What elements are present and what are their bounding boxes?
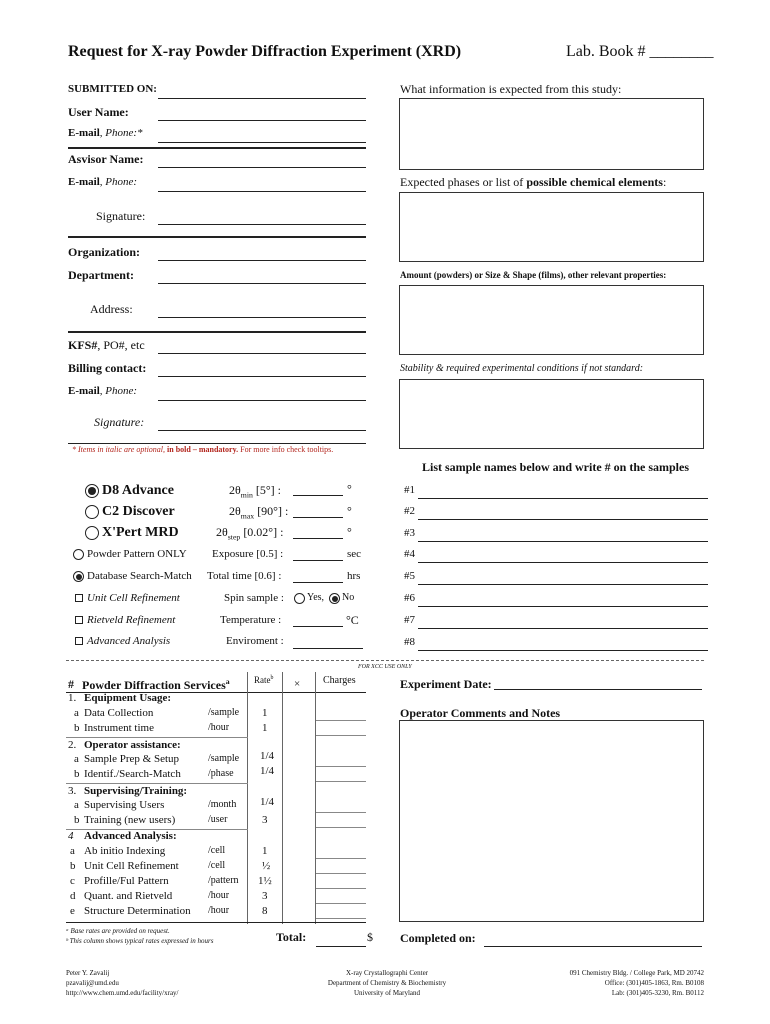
service-charge-field[interactable]	[316, 918, 366, 919]
service-rate: 3	[262, 890, 268, 902]
group-divider	[66, 783, 248, 784]
service-unit: /cell	[208, 860, 226, 871]
services-header-hash: #	[68, 677, 74, 691]
d8-advance-radio[interactable]	[85, 484, 99, 498]
footnote-a: ᵃ Base rates are provided on request.	[66, 927, 170, 935]
sample-number: #5	[404, 570, 415, 582]
kfs-label: KFS#, PO#, etc	[68, 338, 145, 352]
submitted-on-field[interactable]	[158, 98, 366, 99]
group-divider	[66, 737, 248, 738]
service-group-title: Advanced Analysis:	[84, 830, 177, 842]
temperature-field[interactable]	[293, 626, 343, 627]
experiment-date-field[interactable]	[494, 689, 702, 690]
service-unit: /sample	[208, 753, 240, 764]
table-column-separator	[247, 672, 248, 924]
c2-discover-label: C2 Discover	[102, 504, 175, 519]
total-label: Total:	[276, 930, 307, 944]
sample-name-field[interactable]	[418, 584, 708, 585]
unit-cell-checkbox[interactable]	[75, 594, 83, 602]
amount-label: Amount (powders) or Size & Shape (films), other relevant properties:	[400, 270, 667, 280]
user-name-label: User Name:	[68, 105, 129, 119]
organization-field[interactable]	[158, 260, 366, 261]
service-letter: d	[70, 890, 76, 902]
service-charge-field[interactable]	[316, 827, 366, 828]
temperature-label: Temperature :	[220, 614, 282, 626]
service-rate: 1	[262, 722, 268, 734]
footer-contact-email[interactable]: pzavalij@umd.edu	[66, 979, 119, 987]
page-title: Request for X-ray Powder Diffraction Experiment (XRD)	[68, 43, 462, 60]
service-letter: a	[74, 753, 79, 765]
service-letter: b	[74, 814, 80, 826]
footer-contact-url[interactable]: http://www.chem.umd.edu/facility/xray/	[66, 989, 179, 997]
total-time-label: Total time [0.6] :	[207, 570, 282, 582]
environment-field[interactable]	[293, 648, 363, 649]
samples-title: List sample names below and write # on the samples	[422, 460, 690, 474]
service-rate: 1½	[258, 875, 272, 887]
service-letter: a	[74, 707, 79, 719]
footer-lab-phone: Lab: (301)405-3230, Rm. B0112	[611, 989, 704, 997]
sample-name-field[interactable]	[418, 541, 708, 542]
theta-step-unit: °	[347, 525, 352, 539]
service-unit: /pattern	[208, 875, 239, 886]
service-group-title: Operator assistance:	[84, 739, 181, 751]
user-name-field[interactable]	[158, 120, 366, 121]
footer-center-dept: Department of Chemistry & Biochemistry	[327, 979, 447, 987]
sample-name-field[interactable]	[418, 498, 708, 499]
sample-name-field[interactable]	[418, 562, 708, 563]
phases-label: Expected phases or list of possible chemical elements:	[400, 175, 667, 189]
service-letter: b	[74, 768, 80, 780]
table-column-separator	[282, 672, 283, 924]
theta-max-unit: °	[347, 504, 352, 518]
service-group-number: 2.	[68, 739, 77, 751]
service-charge-field[interactable]	[316, 812, 366, 813]
service-name: Data Collection	[84, 707, 154, 719]
sample-name-field[interactable]	[418, 628, 708, 629]
service-unit: /hour	[208, 722, 230, 733]
service-group-title: Equipment Usage:	[84, 692, 172, 704]
user-contact-field[interactable]	[158, 142, 366, 143]
service-letter: e	[70, 905, 75, 917]
office-use-label: FOR XCC USE ONLY	[358, 664, 412, 670]
service-charge-field[interactable]	[316, 873, 366, 874]
temperature-unit: °C	[346, 613, 359, 627]
total-time-unit: hrs	[347, 570, 361, 582]
sample-number: #2	[404, 505, 415, 517]
organization-label: Organization:	[68, 245, 140, 259]
operator-comments-box[interactable]	[399, 720, 704, 922]
advisor-name-field[interactable]	[158, 167, 366, 168]
environment-label: Enviroment :	[226, 635, 284, 647]
theta-max-field[interactable]	[293, 517, 343, 518]
theta-max-label: $2\theta_{max}$ [90°] :	[229, 504, 289, 521]
footer-center-name: X-ray Crystallographi Center	[345, 969, 429, 977]
d8-advance-label: D8 Advance	[102, 483, 174, 498]
billing-contact-label: Billing contact:	[68, 361, 147, 375]
amount-box[interactable]	[399, 285, 704, 355]
service-rate: 8	[262, 905, 268, 917]
phases-box[interactable]	[399, 192, 704, 262]
service-unit: /hour	[208, 890, 230, 901]
theta-step-field[interactable]	[293, 538, 343, 539]
service-name: Profille/Ful Pattern	[84, 875, 169, 887]
stability-box[interactable]	[399, 379, 704, 449]
total-time-field[interactable]	[293, 582, 343, 583]
billing-signature-label: Signature:	[94, 415, 145, 429]
theta-min-unit: °	[347, 482, 352, 496]
completed-on-label: Completed on:	[400, 931, 476, 945]
spin-no-label: No	[342, 592, 355, 603]
service-letter: b	[74, 722, 80, 734]
sample-number: #8	[404, 636, 415, 648]
rietveld-label: Rietveld Refinement	[87, 614, 176, 626]
service-unit: /hour	[208, 905, 230, 916]
service-group-number: 4	[68, 830, 74, 842]
service-name: Quant. and Rietveld	[84, 890, 173, 902]
study-question-label: What information is expected from this study:	[400, 82, 622, 96]
service-rate: 1/4	[260, 750, 275, 762]
service-unit: /phase	[208, 768, 234, 779]
service-group-number: 1.	[68, 692, 77, 704]
table-column-separator	[315, 672, 316, 924]
operator-comments-label: Operator Comments and Notes	[400, 706, 561, 720]
service-group-title: Supervising/Training:	[84, 785, 188, 797]
service-name: Sample Prep & Setup	[84, 753, 180, 765]
service-name: Unit Cell Refinement	[84, 860, 179, 872]
services-header-charges: Charges	[323, 675, 356, 686]
footer-address: 091 Chemistry Bldg. / College Park, MD 20742	[569, 969, 704, 977]
service-name: Supervising Users	[84, 799, 165, 811]
service-charge-field[interactable]	[316, 766, 366, 767]
advisor-contact-label: E-mail, Phone:	[68, 176, 138, 188]
service-name: Ab initio Indexing	[84, 845, 166, 857]
sample-name-field[interactable]	[418, 519, 708, 520]
sample-name-field[interactable]	[418, 650, 708, 651]
service-rate: 1/4	[260, 796, 275, 808]
service-unit: /user	[208, 814, 228, 825]
database-search-radio[interactable]	[73, 571, 84, 582]
spin-sample-label: Spin sample :	[224, 592, 284, 604]
xpert-mrd-radio[interactable]	[85, 526, 99, 540]
rietveld-checkbox[interactable]	[75, 616, 83, 624]
address-field[interactable]	[158, 317, 366, 318]
service-name: Training (new users)	[84, 814, 176, 826]
kfs-field[interactable]	[158, 353, 366, 354]
theta-step-label: $2\theta_{step}$ [0.02°] :	[216, 525, 284, 542]
lab-book-number: Lab. Book # ________	[566, 43, 714, 60]
section-divider	[68, 443, 366, 444]
service-name: Structure Determination	[84, 905, 191, 917]
stability-label: Stability & required experimental conditions if not standard:	[400, 363, 644, 374]
department-label: Department:	[68, 268, 134, 282]
exposure-label: Exposure [0.5] :	[212, 548, 284, 560]
service-charge-field[interactable]	[316, 903, 366, 904]
billing-email-field[interactable]	[158, 400, 366, 401]
spin-no-radio[interactable]	[329, 593, 340, 604]
services-header-times: ×	[294, 678, 301, 690]
department-field[interactable]	[158, 283, 366, 284]
sample-name-field[interactable]	[418, 606, 708, 607]
advanced-analysis-checkbox[interactable]	[75, 637, 83, 645]
service-letter: a	[74, 799, 79, 811]
service-charge-field[interactable]	[316, 781, 366, 782]
service-letter: c	[70, 875, 75, 887]
theta-min-label: $2\theta_{min}$ [5°] :	[229, 483, 282, 500]
powder-pattern-radio[interactable]	[73, 549, 84, 560]
service-charge-field[interactable]	[316, 735, 366, 736]
service-rate: 3	[262, 814, 268, 826]
completed-on-field[interactable]	[484, 946, 702, 947]
legend-note: * Items in italic are optional, in bold – mandatory. For more info check tooltips.	[72, 445, 334, 454]
theta-min-field[interactable]	[293, 495, 343, 496]
sample-number: #6	[404, 592, 415, 604]
advisor-signature-label: Signature:	[96, 209, 146, 223]
service-name: Identif./Search-Match	[84, 768, 181, 780]
sample-number: #3	[404, 527, 415, 539]
sample-number: #4	[404, 548, 415, 560]
footer-contact-name: Peter Y. Zavalij	[66, 969, 110, 977]
database-search-label: Database Search-Match	[87, 570, 192, 582]
advanced-analysis-label: Advanced Analysis	[87, 635, 171, 647]
sample-number: #1	[404, 484, 415, 496]
services-header-rate: Rate$^b$	[254, 675, 274, 685]
service-letter: b	[70, 860, 76, 872]
address-label: Address:	[90, 302, 133, 316]
xpert-mrd-label: X'Pert MRD	[102, 525, 179, 540]
service-group-number: 3.	[68, 785, 77, 797]
office-use-divider	[66, 660, 704, 661]
billing-email-label: E-mail, Phone:	[68, 385, 138, 397]
footer-office-phone: Office: (301)405-1863, Rm. B0108	[604, 979, 704, 987]
service-unit: /cell	[208, 845, 226, 856]
c2-discover-radio[interactable]	[85, 505, 99, 519]
powder-pattern-label: Powder Pattern ONLY	[87, 548, 187, 560]
section-divider	[68, 147, 366, 149]
services-header-name: Powder Diffraction Services$^a$	[82, 677, 230, 692]
exposure-unit: sec	[347, 548, 362, 560]
service-rate: ½	[262, 860, 271, 872]
footnote-b: ᵇ This column shows typical rates expressed in hours	[66, 937, 214, 945]
spin-yes-radio[interactable]	[294, 593, 305, 604]
billing-contact-field[interactable]	[158, 376, 366, 377]
service-name: Instrument time	[84, 722, 154, 734]
table-bottom-rule	[66, 922, 366, 923]
advisor-signature-field[interactable]	[158, 224, 366, 225]
service-unit: /sample	[208, 707, 240, 718]
unit-cell-label: Unit Cell Refinement	[87, 592, 180, 604]
service-rate: 1	[262, 707, 268, 719]
advisor-name-label: Asvisor Name:	[68, 152, 144, 166]
service-unit: /month	[208, 799, 237, 810]
exposure-field[interactable]	[293, 560, 343, 561]
advisor-contact-field[interactable]	[158, 191, 366, 192]
submitted-on-label: SUBMITTED ON:	[68, 83, 157, 95]
section-divider	[68, 331, 366, 333]
total-currency: $	[367, 930, 373, 944]
service-charge-field[interactable]	[316, 888, 366, 889]
footer-center-univ: University of Maryland	[353, 989, 421, 997]
user-contact-label: E-mail, Phone:*	[68, 127, 143, 139]
study-question-box[interactable]	[399, 98, 704, 170]
service-charge-field[interactable]	[316, 720, 366, 721]
billing-signature-field[interactable]	[158, 430, 366, 431]
section-divider	[68, 236, 366, 238]
service-letter: a	[70, 845, 75, 857]
service-charge-field[interactable]	[316, 858, 366, 859]
spin-yes-label: Yes,	[307, 592, 325, 603]
experiment-date-label: Experiment Date:	[400, 677, 492, 691]
service-rate: 1	[262, 845, 268, 857]
total-field[interactable]	[316, 946, 366, 947]
sample-number: #7	[404, 614, 415, 626]
service-rate: 1/4	[260, 765, 275, 777]
